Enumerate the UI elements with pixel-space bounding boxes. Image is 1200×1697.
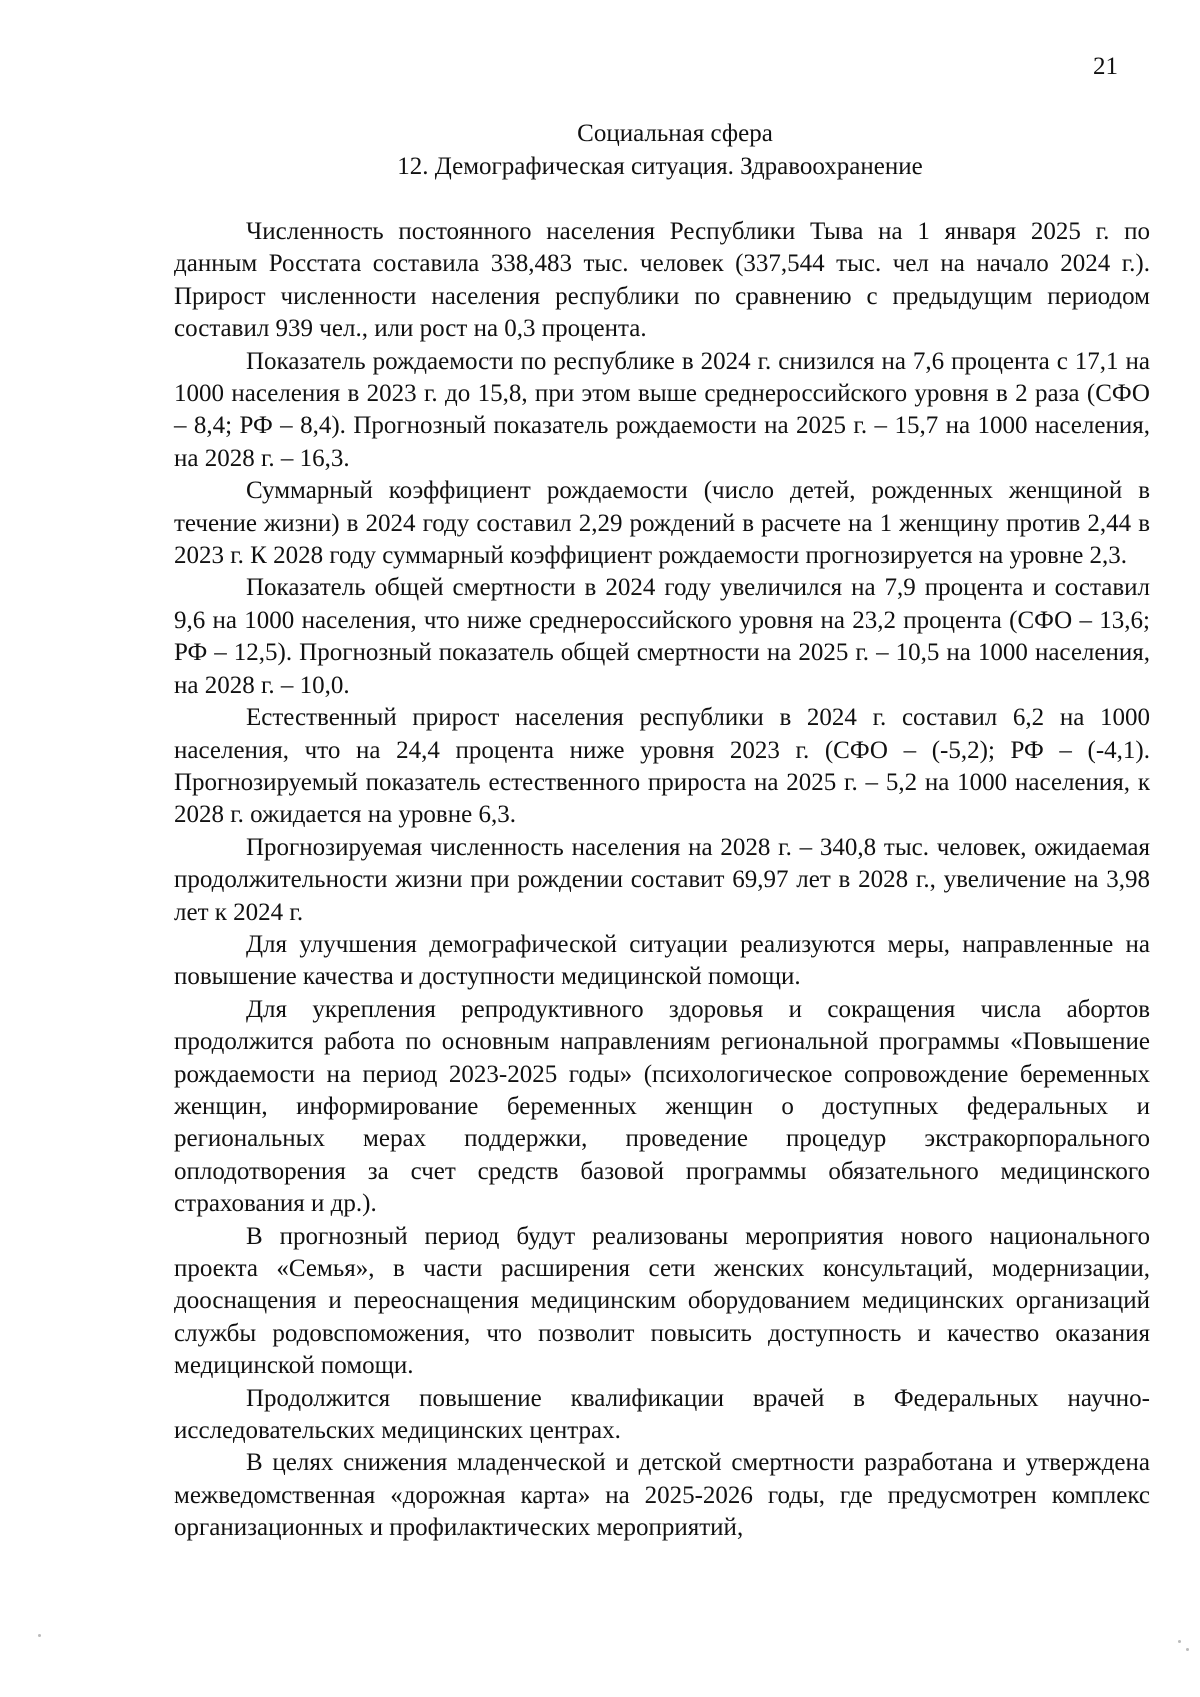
paragraph-population: Численность постоянного населения Республики Тыва на 1 января 2025 г. по данным Росстата составила 338,483 тыс. человек (337,544 тыс. чел на начало 2024 г.). Прирост численности населения республики по сравнению с предыдущим периодом составил 939 чел., или рост на 0,3 процента. bbox=[174, 218, 1150, 343]
paragraph-reproductive-health: Для укрепления репродуктивного здоровья и сокращения числа абортов продолжится работа по основным направлениям региональной программы «Повышение рождаемости на период 2023-2025 годы» (психологическое сопровождение беременных женщин, информирование беременных женщин о доступных федеральных и региональных мерах поддержки, проведение процедур экстракорпорального оплодотворения за счет средств базовой программы обязательного медицинского страхования и др.). bbox=[174, 995, 1150, 1218]
scan-speck bbox=[1178, 1640, 1181, 1643]
paragraph-mortality: Показатель общей смертности в 2024 году увеличился на 7,9 процента и составил 9,6 на 1000 населения, что ниже среднероссийского уровня на 23,2 процента (СФО – 13,6; РФ – 12,5). Прогнозный показатель общей смертности на 2025 г. – 10,5 на 1000 населения, на 2028 г. – 10,0. bbox=[174, 574, 1150, 699]
paragraph-measures: Для улучшения демографической ситуации реализуются меры, направленные на повышение качества и доступности медицинской помощи. bbox=[174, 930, 1150, 991]
scan-speck bbox=[38, 1634, 41, 1637]
section-title: Социальная сфера bbox=[577, 120, 773, 147]
chapter-title: 12. Демографическая ситуация. Здравоохранение bbox=[397, 153, 923, 180]
paragraph-infant-mortality: В целях снижения младенческой и детской смертности разработана и утверждена межведомственная «дорожная карта» на 2025-2026 годы, где предусмотрен комплекс организационных и профилактических мероприятий, bbox=[174, 1449, 1150, 1542]
paragraph-natural-increase: Естественный прирост населения республики в 2024 г. составил 6,2 на 1000 населения, что на 24,4 процента ниже уровня 2023 г. (СФО – (-5,2); РФ – (-4,1). Прогнозируемый показатель естественного прироста на 2025 г. – 5,2 на 1000 населения, к 2028 г. ожидается на уровне 6,3. bbox=[174, 704, 1150, 829]
paragraph-fertility: Суммарный коэффициент рождаемости (число детей, рожденных женщиной в течение жизни) в 2024 году составил 2,29 рождений в расчете на 1 женщину против 2,44 в 2023 г. К 2028 году суммарный коэффициент рождаемости прогнозируется на уровне 2,3. bbox=[174, 477, 1150, 570]
paragraph-forecast: Прогнозируемая численность населения на 2028 г. – 340,8 тыс. человек, ожидаемая продолжительности жизни при рождении составит 69,97 лет в 2028 г., увеличение на 3,98 лет к 2024 г. bbox=[174, 833, 1150, 926]
scan-speck bbox=[1186, 1648, 1189, 1651]
paragraph-qualification: Продолжится повышение квалификации врачей в Федеральных научно-исследовательских медицинских центрах. bbox=[174, 1384, 1150, 1445]
paragraph-national-project: В прогнозный период будут реализованы мероприятия нового национального проекта «Семья», в части расширения сети женских консультаций, модернизации, дооснащения и переоснащения медицинским оборудованием медицинских организаций службы родовспоможения, что позволит повысить доступность и качество оказания медицинской помощи. bbox=[174, 1222, 1150, 1380]
paragraph-birth-rate: Показатель рождаемости по республике в 2024 г. снизился на 7,6 процента с 17,1 на 1000 населения в 2023 г. до 15,8, при этом выше среднероссийского уровня в 2 раза (СФО – 8,4; РФ – 8,4). Прогнозный показатель рождаемости на 2025 г. – 15,7 на 1000 населения, на 2028 г. – 16,3. bbox=[174, 347, 1150, 472]
body-text bbox=[174, 216, 1150, 1545]
page-number: 21 bbox=[1093, 53, 1118, 80]
